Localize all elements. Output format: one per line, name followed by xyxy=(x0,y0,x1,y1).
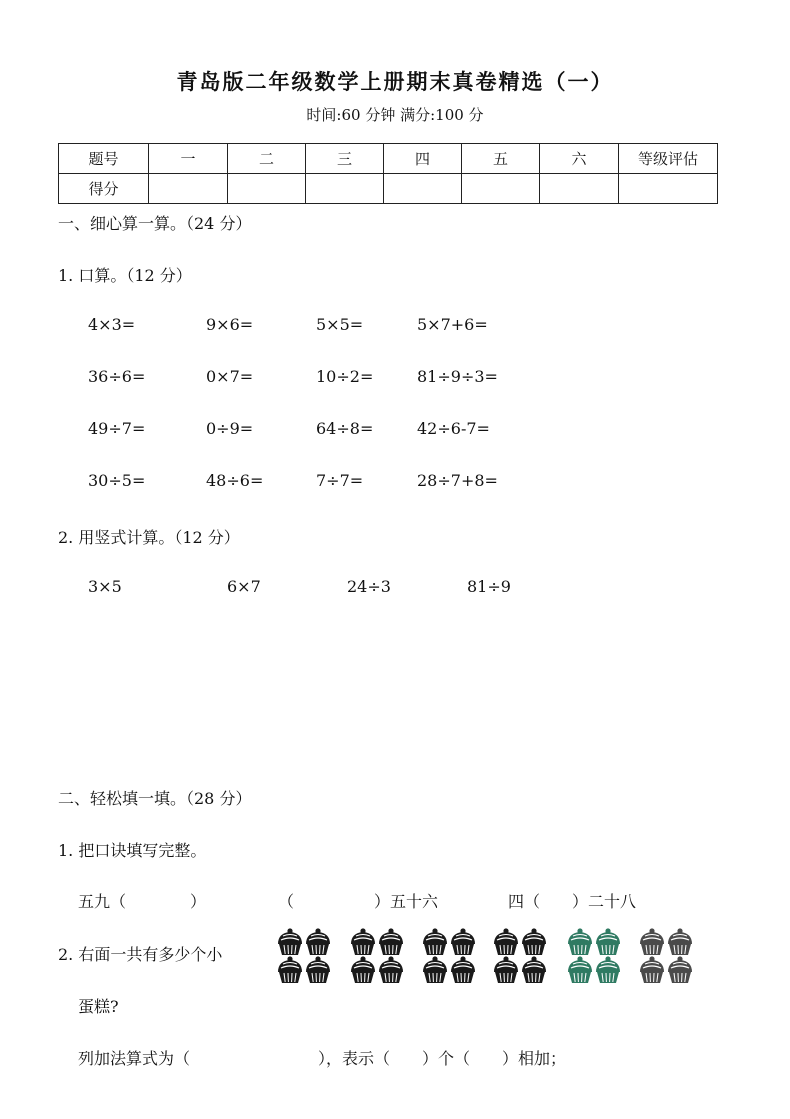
problem: 7÷7= xyxy=(316,471,364,490)
cupcake-icon xyxy=(278,928,302,955)
problem: 10÷2= xyxy=(316,367,374,386)
problem: 5×5= xyxy=(316,315,364,334)
score-cell[interactable] xyxy=(149,174,228,204)
problem: 49÷7= xyxy=(88,419,146,438)
vertical-calc-problem: 81÷9 xyxy=(467,577,511,596)
problem: 0÷9= xyxy=(206,419,254,438)
cupcake-icon xyxy=(640,928,664,955)
score-table-header-row xyxy=(59,144,718,174)
cupcake-icon xyxy=(451,928,475,955)
header-cell: 一 xyxy=(149,144,228,174)
vertical-calc-problem: 24÷3 xyxy=(347,577,391,596)
cupcake-icon xyxy=(351,928,375,955)
row-label-cell: 得分 xyxy=(59,174,149,204)
cupcake-icon xyxy=(423,928,447,955)
cupcake-icon xyxy=(379,928,403,955)
problem: 9×6= xyxy=(206,315,254,334)
multiplication-rhyme-blank[interactable]: （ ）五十六 xyxy=(278,892,439,911)
problem: 36÷6= xyxy=(88,367,146,386)
cupcake-icon xyxy=(668,956,692,983)
cupcake-icon xyxy=(351,956,375,983)
cupcake-icon xyxy=(522,928,546,955)
problem: 42÷6-7= xyxy=(417,419,490,438)
score-table xyxy=(58,143,718,204)
score-cell[interactable] xyxy=(306,174,384,204)
cupcakes-illustration xyxy=(278,928,698,984)
cupcake-icon xyxy=(596,928,620,955)
cupcake-icon xyxy=(306,928,330,955)
section1-heading: 一、细心算一算。（24 分） xyxy=(58,214,252,233)
problem: 64÷8= xyxy=(316,419,374,438)
score-cell[interactable] xyxy=(619,174,718,204)
cupcake-icon xyxy=(494,928,518,955)
problem: 81÷9÷3= xyxy=(417,367,498,386)
section1-q2-label: 2. 用竖式计算。（12 分） xyxy=(58,528,240,547)
vertical-calc-problem: 6×7 xyxy=(227,577,261,596)
header-cell: 三 xyxy=(306,144,384,174)
problem: 0×7= xyxy=(206,367,254,386)
header-cell: 四 xyxy=(384,144,462,174)
cupcake-icon xyxy=(423,956,447,983)
section1-q1-label: 1. 口算。（12 分） xyxy=(58,266,192,285)
vertical-calc-problem: 3×5 xyxy=(88,577,122,596)
problem: 48÷6= xyxy=(206,471,264,490)
problem: 28÷7+8= xyxy=(417,471,498,490)
header-cell: 五 xyxy=(462,144,540,174)
cupcake-icon xyxy=(522,956,546,983)
header-cell: 六 xyxy=(540,144,619,174)
cupcake-icon xyxy=(568,956,592,983)
multiplication-rhyme-blank[interactable]: 四（ ）二十八 xyxy=(508,892,637,911)
multiplication-rhyme-blank[interactable]: 五九（ ） xyxy=(78,892,207,911)
exam-info: 时间:60 分钟 满分:100 分 xyxy=(306,106,484,124)
cupcake-icon xyxy=(451,956,475,983)
cupcake-icon xyxy=(278,956,302,983)
header-cell: 题号 xyxy=(59,144,149,174)
score-cell[interactable] xyxy=(384,174,462,204)
score-cell[interactable] xyxy=(540,174,619,204)
problem: 4×3= xyxy=(88,315,136,334)
cupcake-icon xyxy=(668,928,692,955)
section2-heading: 二、轻松填一填。（28 分） xyxy=(58,789,252,808)
score-cell[interactable] xyxy=(228,174,306,204)
page-title: 青岛版二年级数学上册期末真卷精选（一） xyxy=(176,70,614,94)
cupcake-icon xyxy=(640,956,664,983)
cupcake-icon xyxy=(379,956,403,983)
cupcake-icon xyxy=(306,956,330,983)
cupcake-icon xyxy=(596,956,620,983)
cupcake-icon xyxy=(494,956,518,983)
score-cell[interactable] xyxy=(462,174,540,204)
cupcake-icon xyxy=(568,928,592,955)
score-table-score-row xyxy=(59,174,718,204)
header-cell: 等级评估 xyxy=(619,144,718,174)
section2-q2-label-continued: 蛋糕? xyxy=(78,997,119,1016)
addition-expression-fill[interactable]: 列加法算式为（ ），表示（ ）个（ ）相加； xyxy=(78,1049,567,1068)
header-cell: 二 xyxy=(228,144,306,174)
problem: 5×7+6= xyxy=(417,315,488,334)
problem: 30÷5= xyxy=(88,471,146,490)
section2-q2-label: 2. 右面一共有多少个小 xyxy=(58,945,223,964)
section2-q1-label: 1. 把口诀填写完整。 xyxy=(58,841,207,860)
